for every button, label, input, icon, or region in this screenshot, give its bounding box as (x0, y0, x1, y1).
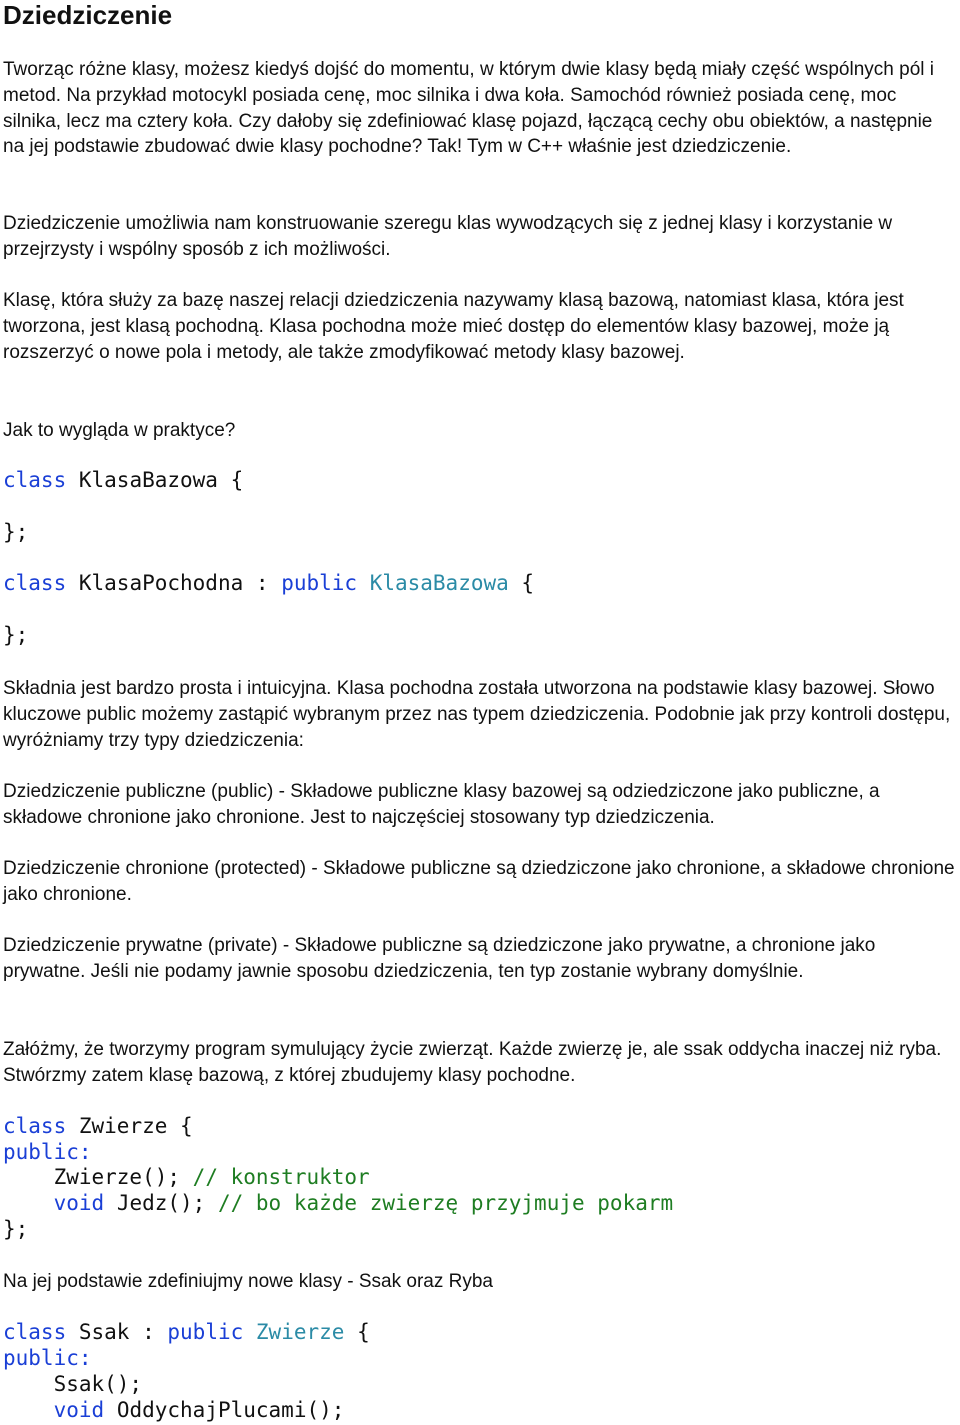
code-brace: { (167, 1114, 193, 1138)
code-comment: // konstruktor (192, 1165, 370, 1189)
paragraph-animal-example: Załóżmy, że tworzymy program symulujący życie zwierząt. Każde zwierzę je, ale ssak oddycha inaczej niż ryba. Stwórzmy zatem klasę bazową, z której zbudujemy klasy pochodne. (3, 1039, 947, 1086)
code-comment: // bo każde zwierzę przyjmuje pokarm (217, 1191, 674, 1215)
code-line-animal-class (3, 1114, 193, 1140)
code-line-oddychaj (3, 1398, 344, 1424)
paragraph-private-inheritance: Dziedziczenie prywatne (private) - Składowe publiczne są dziedziczone jako prywatne, a chronione jako prywatne. Jeśli nie podamy jawnie sposobu dziedziczenia, ten typ zostanie wybrany domyślnie. (3, 935, 881, 982)
paragraph-public-inheritance: Dziedziczenie publiczne (public) - Składowe publiczne klasy bazowej są odziedziczone jako publiczne, a składowe chronione jako chronione. Jest to najczęściej stosowany typ dziedziczenia. (3, 781, 885, 828)
page-title: Dziedziczenie (3, 0, 173, 30)
code-line-public (3, 1346, 92, 1372)
code-line-close (3, 1217, 28, 1243)
code-identifier: OddychajPlucami(); (116, 1398, 345, 1422)
code-line-ssak-ctor (3, 1372, 142, 1398)
paragraph-inheritance-purpose: Dziedziczenie umożliwia nam konstruowanie szeregu klas wywodzących się z jednej klasy i korzystanie w przejrzysty i wspólny sposób z ich możliwości. (3, 213, 898, 260)
paragraph-protected-inheritance: Dziedziczenie chronione (protected) - Składowe publiczne są dziedziczone jako chronione, a składowe chronione jako chronione. (3, 858, 960, 905)
paragraph-base-derived: Klasę, która służy za bazę naszej relacji dziedziczenia nazywamy klasą bazową, natomiast klasa, która jest tworzona, jest klasą pochodną. Klasa pochodna może mieć dostęp do elementów klasy bazowej, może ją rozszerzyć o nowe pola i metody, ale także zmodyfikować metody klasy bazowej. (3, 290, 910, 363)
code-keyword: public (167, 1320, 244, 1344)
code-keyword: class (3, 571, 67, 595)
code-keyword: public (281, 571, 358, 595)
code-identifier: Zwierze(); (53, 1165, 181, 1189)
paragraph-intro: Tworząc różne klasy, możesz kiedyś dojść do momentu, w którym dwie klasy będą miały część wspólnych pól i metod. Na przykład motocykl posiada cenę, moc silnika i dwa koła. Samochód również posiada cenę, moc silnika, lecz ma cztery koła. Czy dałoby się zdefiniować klasę pojazd, łączącą cechy obu obiektów, a następnie na jej podstawie zbudować dwie klasy pochodne? Tak! Tym w C++ właśnie jest dziedziczenie. (3, 59, 940, 158)
code-keyword: void (53, 1398, 105, 1422)
paragraph-syntax: Składnia jest bardzo prosta i intuicyjna. Klasa pochodna została utworzona na podstawie klasy bazowej. Słowo kluczowe public możemy zastąpić wybranym przez nas typem dziedziczenia. Podobnie jak przy kontroli dostępu, wyróżniamy trzy typy dziedziczenia: (3, 678, 956, 751)
paragraph-practice-question: Jak to wygląda w praktyce? (3, 420, 236, 441)
code-type: KlasaBazowa (369, 571, 509, 595)
code-identifier: Zwierze (78, 1114, 168, 1138)
code-brace: }; (3, 520, 29, 544)
code-identifier: KlasaBazowa (78, 468, 218, 492)
code-brace: }; (3, 1217, 29, 1241)
paragraph-new-classes: Na jej podstawie zdefiniujmy nowe klasy - Ssak oraz Ryba (3, 1271, 493, 1292)
code-brace: { (217, 468, 244, 492)
code-keyword: void (53, 1191, 105, 1215)
code-colon: : (243, 571, 282, 595)
code-identifier: KlasaPochodna (78, 571, 244, 595)
code-identifier: Ssak (78, 1320, 130, 1344)
code-line-public (3, 1140, 92, 1166)
code-keyword: class (3, 468, 67, 492)
code-line-jedz (3, 1191, 673, 1217)
code-line-constructor (3, 1165, 370, 1191)
code-line-close (3, 623, 28, 649)
code-line-derived-class (3, 571, 534, 597)
code-colon: : (129, 1320, 168, 1344)
code-keyword: class (3, 1320, 67, 1344)
code-keyword: public: (3, 1140, 92, 1164)
code-line-ssak-class (3, 1320, 370, 1346)
code-keyword: public: (3, 1346, 92, 1370)
code-keyword: class (3, 1114, 67, 1138)
code-identifier: Ssak(); (53, 1372, 143, 1396)
code-brace: }; (3, 623, 29, 647)
code-type: Zwierze (255, 1320, 345, 1344)
code-identifier: Jedz(); (116, 1191, 206, 1215)
code-line-close (3, 520, 28, 546)
code-brace: { (508, 571, 535, 595)
code-line-base-class (3, 468, 243, 494)
code-brace: { (344, 1320, 370, 1344)
